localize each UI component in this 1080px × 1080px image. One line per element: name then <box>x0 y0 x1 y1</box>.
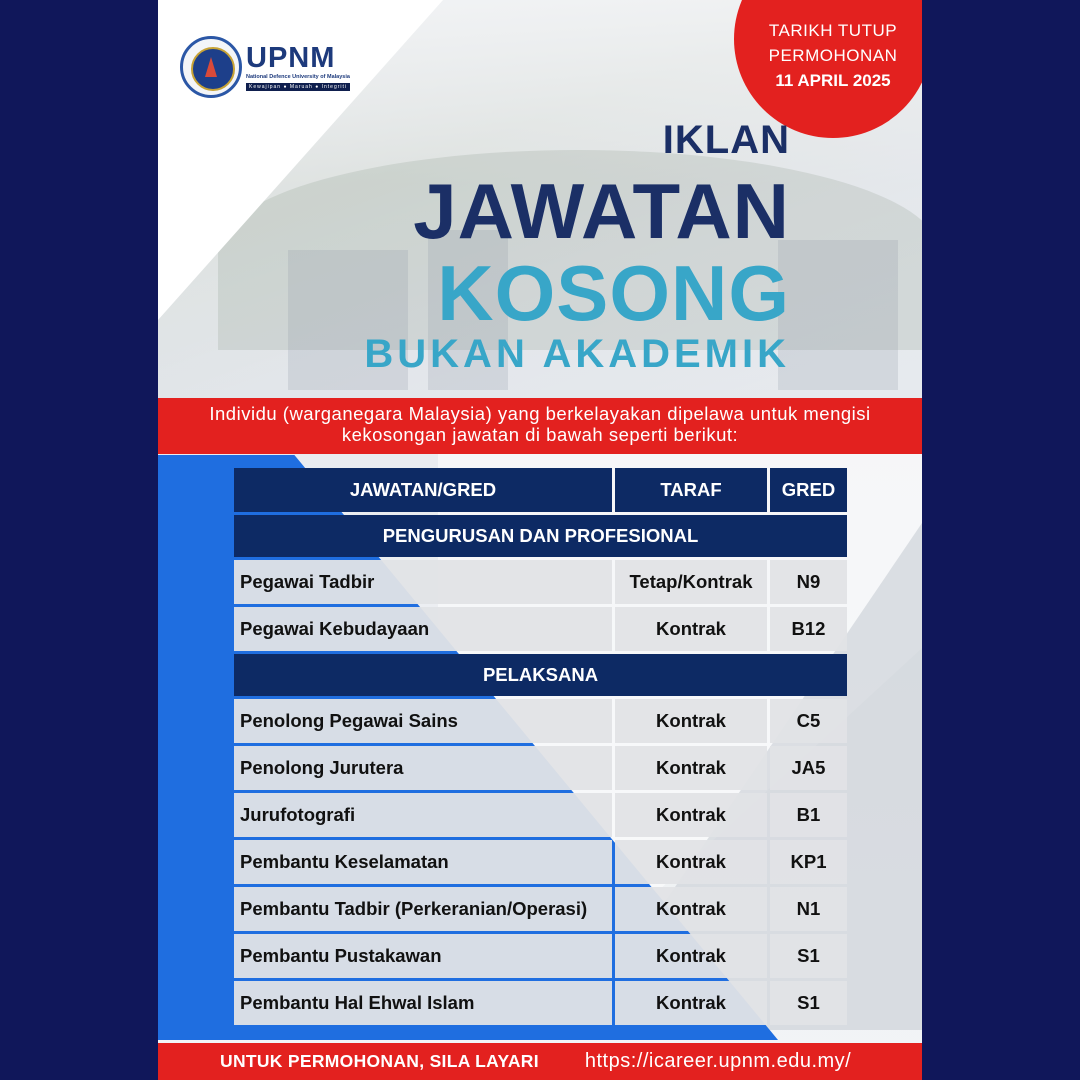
table-row <box>234 840 847 884</box>
university-seal-icon <box>180 36 242 98</box>
cell-gred: S1 <box>770 981 847 1025</box>
deadline-line2: PERMOHONAN <box>768 46 898 65</box>
logo-name: UPNM <box>246 42 336 74</box>
cell-jawatan: Pegawai Tadbir <box>234 560 612 604</box>
table-row <box>234 934 847 978</box>
cell-jawatan: Pembantu Keselamatan <box>234 840 612 884</box>
cell-jawatan: Pembantu Tadbir (Perkeranian/Operasi) <box>234 887 612 931</box>
cell-jawatan: Pembantu Pustakawan <box>234 934 612 978</box>
intro-line2: kekosongan jawatan di bawah seperti berikut: <box>341 424 739 445</box>
cell-jawatan: Penolong Jurutera <box>234 746 612 790</box>
intro-band <box>158 398 922 454</box>
section-title: PENGURUSAN DAN PROFESIONAL <box>234 515 847 557</box>
table-row <box>234 607 847 651</box>
cell-taraf: Kontrak <box>615 699 767 743</box>
deadline-line1: TARIKH TUTUP <box>768 21 898 40</box>
table-header-row <box>234 468 847 512</box>
cell-taraf: Kontrak <box>615 934 767 978</box>
title-bukan-akademik: BUKAN AKADEMIK <box>364 332 790 376</box>
title-iklan: IKLAN <box>662 118 790 162</box>
cell-taraf: Kontrak <box>615 746 767 790</box>
logo-subtitle: National Defence University of Malaysia <box>246 74 350 80</box>
cell-gred: JA5 <box>770 746 847 790</box>
cell-taraf: Kontrak <box>615 887 767 931</box>
cell-jawatan: Pegawai Kebudayaan <box>234 607 612 651</box>
table-row <box>234 887 847 931</box>
header-gred: GRED <box>770 468 847 512</box>
table-row <box>234 699 847 743</box>
upnm-logo <box>180 36 350 98</box>
cell-jawatan: Pembantu Hal Ehwal Islam <box>234 981 612 1025</box>
cell-gred: N9 <box>770 560 847 604</box>
table-row <box>234 981 847 1025</box>
cell-jawatan: Jurufotografi <box>234 793 612 837</box>
cell-gred: C5 <box>770 699 847 743</box>
application-url-link[interactable]: https://icareer.upnm.edu.my/ <box>584 1050 852 1072</box>
table-row <box>234 793 847 837</box>
cell-taraf: Tetap/Kontrak <box>615 560 767 604</box>
table-row <box>234 746 847 790</box>
header-jawatan: JAWATAN/GRED <box>234 468 612 512</box>
deadline-date: 11 APRIL 2025 <box>775 71 891 90</box>
cell-jawatan: Penolong Pegawai Sains <box>234 699 612 743</box>
footer-label: UNTUK PERMOHONAN, SILA LAYARI <box>220 1051 539 1071</box>
header-taraf: TARAF <box>615 468 767 512</box>
cell-gred: N1 <box>770 887 847 931</box>
intro-line1: Individu (warganegara Malaysia) yang berkelayakan dipelawa untuk mengisi <box>209 403 871 424</box>
cell-gred: B12 <box>770 607 847 651</box>
table-row <box>234 560 847 604</box>
building-shape <box>778 240 898 390</box>
cell-gred: KP1 <box>770 840 847 884</box>
cell-taraf: Kontrak <box>615 793 767 837</box>
title-jawatan: JAWATAN <box>413 167 790 255</box>
title-kosong: KOSONG <box>437 249 790 337</box>
cell-taraf: Kontrak <box>615 981 767 1025</box>
cell-gred: S1 <box>770 934 847 978</box>
cell-taraf: Kontrak <box>615 840 767 884</box>
vacancy-table <box>234 468 847 1028</box>
cell-taraf: Kontrak <box>615 607 767 651</box>
footer-band <box>158 1043 922 1080</box>
cell-gred: B1 <box>770 793 847 837</box>
section-title: PELAKSANA <box>234 654 847 696</box>
logo-motto: Kewajipan ● Maruah ● Integriti <box>246 83 350 91</box>
